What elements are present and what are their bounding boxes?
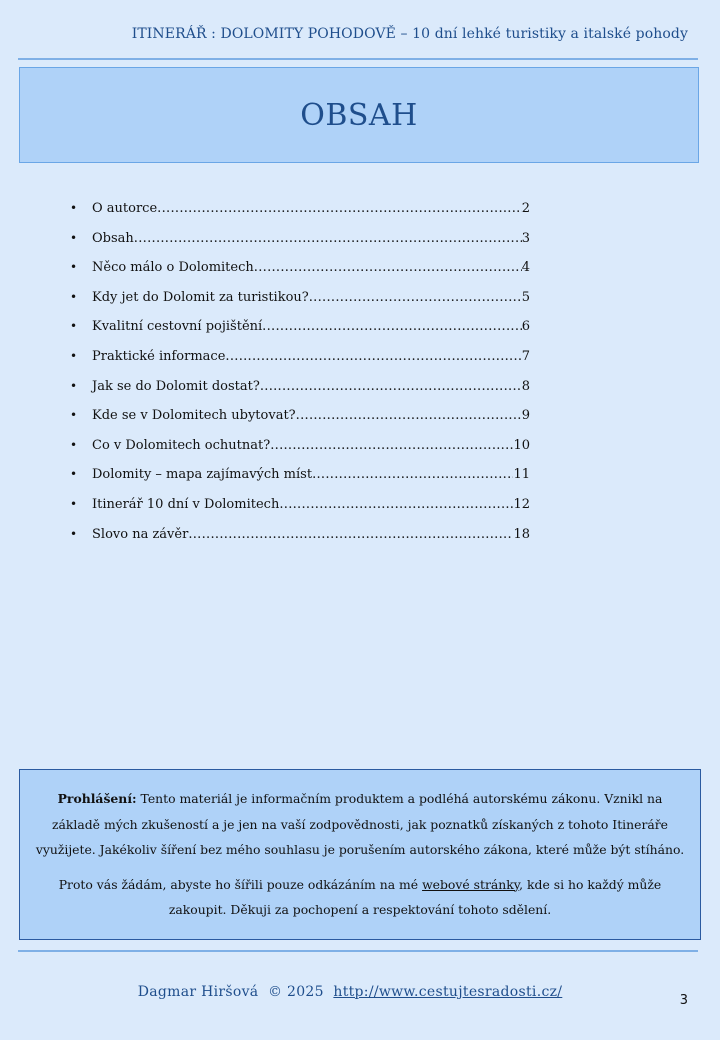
bullet-icon: • xyxy=(70,378,78,393)
toc-item-page: 3 xyxy=(521,230,530,246)
toc-leader-dots xyxy=(309,286,522,310)
website-link[interactable]: webové stránky xyxy=(422,876,520,892)
toc-item-page: 7 xyxy=(521,348,530,364)
toc-item-page: 10 xyxy=(513,437,530,453)
notice-text-2b: , kde si ho každý může zakoupit. Děkuji za pochopení a respektování tohoto sdělení. xyxy=(168,876,662,917)
toc-item-page: 5 xyxy=(521,289,530,305)
toc-item-page: 4 xyxy=(521,260,530,276)
toc-leader-dots xyxy=(157,197,522,221)
toc-leader-dots xyxy=(260,375,522,399)
toc-leader-dots xyxy=(262,315,522,339)
bullet-icon: • xyxy=(70,201,78,215)
toc-leader-dots xyxy=(270,434,513,458)
toc-item-label: Dolomity – mapa zajímavých míst xyxy=(92,467,313,483)
toc-item-label: Praktické informace xyxy=(92,348,226,364)
bullet-icon: • xyxy=(70,289,78,304)
footer-copyright: © 2025 xyxy=(267,984,324,1000)
toc-leader-dots xyxy=(312,463,513,487)
bullet-icon: • xyxy=(70,496,78,511)
notice-box xyxy=(19,769,701,940)
running-header: ITINERÁŘ : DOLOMITY POHODOVĚ – 10 dní lehké turistiky a italské pohody xyxy=(131,26,688,42)
toc-item-label: O autorce xyxy=(92,201,158,216)
toc-item-page: 9 xyxy=(521,408,530,424)
toc-item[interactable] xyxy=(70,285,530,315)
toc-item[interactable] xyxy=(70,374,530,404)
notice-lead: Prohlášení: xyxy=(57,791,137,806)
notice-paragraph-2 xyxy=(32,872,688,923)
toc-item[interactable] xyxy=(70,522,530,552)
bullet-icon: • xyxy=(70,260,78,275)
footer-url-link[interactable]: http://www.cestujtesradosti.cz/ xyxy=(333,984,563,1000)
page-title: OBSAH xyxy=(300,97,418,133)
toc-item-label: Něco málo o Dolomitech xyxy=(92,260,254,276)
toc-item-page: 6 xyxy=(521,319,530,335)
footer-author: Dagmar Hiršová xyxy=(137,984,259,1000)
toc-item[interactable] xyxy=(70,344,530,374)
toc-item-page: 8 xyxy=(521,378,530,394)
toc-leader-dots xyxy=(296,404,522,428)
toc-leader-dots xyxy=(254,256,522,280)
toc-item-label: Kde se v Dolomitech ubytovat? xyxy=(92,408,296,424)
toc-item[interactable] xyxy=(70,314,530,344)
toc-item-label: Jak se do Dolomit dostat? xyxy=(92,378,260,394)
bullet-icon: • xyxy=(70,319,78,334)
toc-item-page: 18 xyxy=(513,526,530,542)
bullet-icon: • xyxy=(70,408,78,423)
page-number: 3 xyxy=(679,993,688,1008)
toc-leader-dots xyxy=(225,345,521,369)
toc-item-label: Slovo na závěr xyxy=(92,526,189,542)
header-rule xyxy=(18,58,698,60)
toc-item-label: Kvalitní cestovní pojištění xyxy=(92,319,263,335)
footer xyxy=(0,984,700,1000)
toc-item[interactable] xyxy=(70,255,530,285)
notice-text-1: Tento materiál je informačním produktem a podléhá autorskému zákonu. Vznikl na základě mých zkušeností a je jen na vaší zodpovědnosti, jak poznatků získaných z tohoto Itineráře využijete. Jakékoliv šíření bez mého souhlasu je porušením autorského zákona, které může být stíháno. xyxy=(35,791,685,857)
bullet-icon: • xyxy=(70,526,78,541)
notice-text-2a: Proto vás žádám, abyste ho šířili pouze odkázáním na mé xyxy=(58,876,423,892)
toc-item-page: 12 xyxy=(513,496,530,512)
toc-item[interactable] xyxy=(70,492,530,522)
toc-item[interactable] xyxy=(70,196,530,226)
notice-paragraph-1 xyxy=(32,786,688,863)
footer-rule xyxy=(18,950,698,952)
bullet-icon: • xyxy=(70,437,78,452)
bullet-icon: • xyxy=(70,467,78,482)
toc-item[interactable] xyxy=(70,462,530,492)
toc-leader-dots xyxy=(279,493,513,517)
bullet-icon: • xyxy=(70,348,78,363)
toc-item-label: Itinerář 10 dní v Dolomitech xyxy=(92,496,280,512)
table-of-contents xyxy=(70,196,530,551)
toc-item-label: Kdy jet do Dolomit za turistikou? xyxy=(92,289,309,305)
toc-item[interactable] xyxy=(70,403,530,433)
toc-leader-dots xyxy=(188,523,513,547)
toc-item-page: 2 xyxy=(521,201,530,216)
toc-item-page: 11 xyxy=(513,467,530,483)
toc-item-label: Co v Dolomitech ochutnat? xyxy=(92,437,271,453)
title-box xyxy=(19,67,699,163)
toc-leader-dots xyxy=(134,227,522,251)
toc-item-label: Obsah xyxy=(92,230,134,246)
toc-item[interactable] xyxy=(70,226,530,256)
bullet-icon: • xyxy=(70,230,78,245)
toc-item[interactable] xyxy=(70,433,530,463)
